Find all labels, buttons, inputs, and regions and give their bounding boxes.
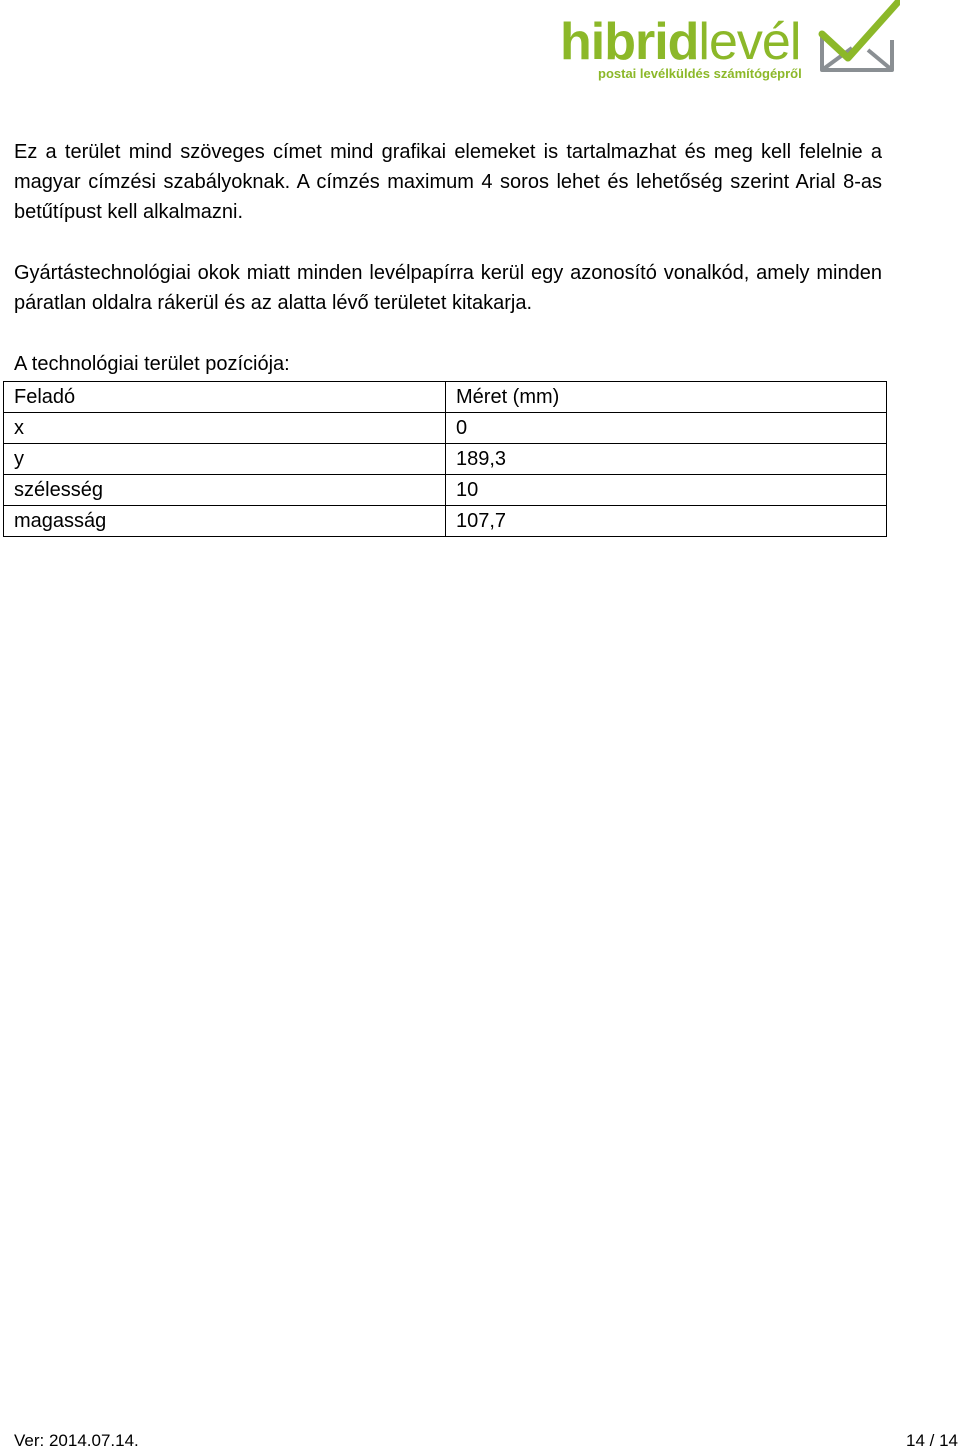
logo-word-bold: hibrid (560, 13, 699, 71)
table-header-cell: Feladó (4, 382, 446, 413)
table-cell-label: magasság (4, 506, 446, 537)
table-cell-label: szélesség (4, 475, 446, 506)
table-header-row (4, 382, 887, 413)
table-row (4, 413, 887, 444)
paragraph-barcode-note: Gyártástechnológiai okok miatt minden levélpapírra kerül egy azonosító vonalkód, amely minden páratlan oldalra rákerül és az alatta lévő területet kitakarja. (14, 262, 882, 314)
paragraph-addressing-rules: Ez a terület mind szöveges címet mind grafikai elemeket is tartalmazhat és meg kell felelnie a magyar címzési szabályoknak. A címzés maximum 4 soros lehet és lehetőség szerint Arial 8-as betűtípust kell alkalmazni. (14, 141, 882, 223)
table-cell-value: 0 (446, 413, 887, 444)
logo-wordmark (560, 14, 800, 70)
table-row (4, 506, 887, 537)
technology-area-table (3, 381, 887, 537)
table-cell-label: x (4, 413, 446, 444)
footer-page-number: 14 / 14 (906, 1431, 958, 1450)
logo (560, 0, 900, 88)
table-header-cell: Méret (mm) (446, 382, 887, 413)
table-caption: A technológiai terület pozíciója: (14, 353, 290, 375)
table-cell-value: 107,7 (446, 506, 887, 537)
table-cell-label: y (4, 444, 446, 475)
table-cell-value: 10 (446, 475, 887, 506)
table-row (4, 475, 887, 506)
logo-tagline: postai levélküldés számítógépről (598, 66, 802, 81)
logo-word-light: levél (698, 13, 801, 71)
envelope-check-icon (818, 0, 900, 76)
table-row (4, 444, 887, 475)
table-cell-value: 189,3 (446, 444, 887, 475)
footer-version: Ver: 2014.07.14. (14, 1431, 139, 1450)
